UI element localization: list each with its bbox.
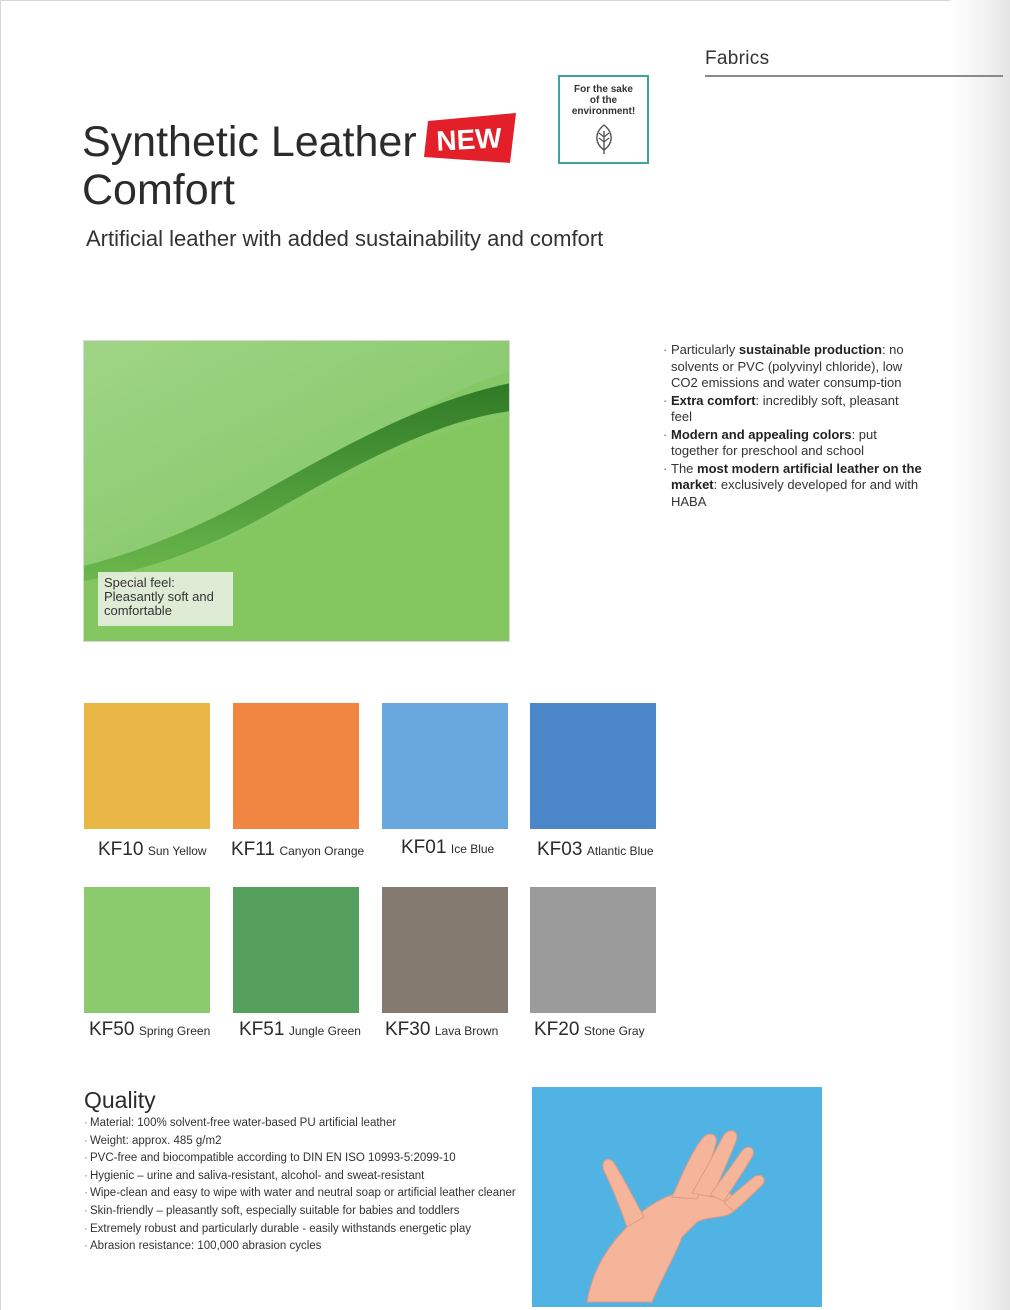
features-list <box>663 342 923 511</box>
quality-item: · Weight: approx. 485 g/m2 <box>84 1133 516 1151</box>
swatch-kf01 <box>382 703 508 829</box>
feature-highlight: Extra comfort <box>671 392 756 408</box>
quality-heading: Quality <box>84 1087 156 1113</box>
swatch-label <box>239 1019 361 1041</box>
swatch-name: Ice Blue <box>450 842 495 856</box>
swatch-kf20 <box>530 887 656 1013</box>
title-line-2: Comfort <box>82 166 235 214</box>
swatch-name: Stone Gray <box>583 1024 645 1038</box>
swatch-kf03 <box>530 703 656 829</box>
hero-caption-line-2: Pleasantly soft and <box>104 589 214 604</box>
feature-item <box>663 427 923 460</box>
title-line-1: Synthetic Leather <box>82 118 417 166</box>
swatch-kf51 <box>233 887 359 1013</box>
swatch-code: KF20 <box>534 1019 580 1040</box>
swatch-kf50 <box>84 887 210 1013</box>
quality-item: · Wipe-clean and easy to wipe with water and neutral soap or artificial leather cleaner <box>84 1185 516 1203</box>
swatch-code: KF11 <box>231 839 276 860</box>
section-rule <box>705 75 1003 77</box>
quality-item: · Abrasion resistance: 100,000 abrasion cycles <box>84 1238 516 1256</box>
swatch-code: KF30 <box>385 1019 431 1040</box>
swatch-name: Sun Yellow <box>147 844 207 858</box>
feature-text: : exclusively developed for and with HABA <box>671 477 919 509</box>
swatch-name: Canyon Orange <box>279 844 365 858</box>
swatch-code: KF01 <box>401 837 447 858</box>
swatch-name: Jungle Green <box>288 1024 361 1038</box>
page-subtitle: Artificial leather with added sustainability and comfort <box>86 226 604 251</box>
eco-badge-text: For the sake of the environment! <box>571 84 636 117</box>
feature-item <box>663 342 923 392</box>
swatch-label <box>89 1019 210 1041</box>
new-badge-label: NEW <box>435 122 503 157</box>
swatch-label <box>231 839 364 861</box>
quality-list <box>84 1115 516 1256</box>
swatch-code: KF03 <box>537 839 583 860</box>
quality-item: · PVC-free and biocompatible according to DIN EN ISO 10993-5:2099-10 <box>84 1150 516 1168</box>
swatch-code: KF10 <box>98 839 144 860</box>
hero-caption <box>98 572 233 626</box>
swatch-label <box>537 839 654 861</box>
quality-item: · Extremely robust and particularly durable - easily withstands energetic play <box>84 1221 516 1239</box>
feature-text: : no solvents or PVC (polyvinyl chloride), low CO2 emissions and water consump-tion <box>671 342 904 390</box>
feature-text: The <box>671 460 698 476</box>
hero-leather-image <box>83 340 510 642</box>
swatch-label <box>401 837 494 859</box>
hero-caption-line-3: comfortable <box>104 603 172 618</box>
swatch-label <box>534 1019 645 1041</box>
swatch-kf11 <box>233 703 359 829</box>
page-title <box>82 118 417 214</box>
swatch-code: KF51 <box>239 1019 285 1040</box>
swatch-name: Lava Brown <box>434 1024 499 1038</box>
swatch-label <box>98 839 207 861</box>
leaf-icon <box>591 123 617 155</box>
feature-highlight: sustainable production <box>738 342 882 357</box>
hero-caption-line-1: Special feel: <box>104 575 175 590</box>
eco-badge <box>558 75 649 164</box>
swatch-name: Spring Green <box>138 1024 211 1038</box>
swatch-code: KF50 <box>89 1019 135 1040</box>
feature-text: : put together for preschool and school <box>671 426 877 458</box>
feature-text: : incredibly soft, pleasant feel <box>671 392 899 424</box>
swatch-kf30 <box>382 887 508 1013</box>
quality-item: · Material: 100% solvent-free water-based PU artificial leather <box>84 1115 516 1133</box>
section-label: Fabrics <box>705 48 770 69</box>
swatch-kf10 <box>84 703 210 829</box>
new-badge <box>420 113 518 165</box>
swatch-name: Atlantic Blue <box>586 844 654 858</box>
quality-item: · Skin-friendly – pleasantly soft, especially suitable for babies and toddlers <box>84 1203 516 1221</box>
page-edge-shade <box>950 0 1010 1310</box>
feature-highlight: Modern and appealing colors <box>671 426 852 442</box>
feature-item <box>663 393 923 426</box>
feature-text: Particularly <box>671 342 739 357</box>
feature-item <box>663 461 923 511</box>
feature-highlight: most modern artificial leather on the market <box>671 460 922 492</box>
hand-on-leather-image <box>532 1087 822 1307</box>
swatch-label <box>385 1019 498 1041</box>
quality-item: · Hygienic – urine and saliva-resistant, alcohol- and sweat-resistant <box>84 1168 516 1186</box>
